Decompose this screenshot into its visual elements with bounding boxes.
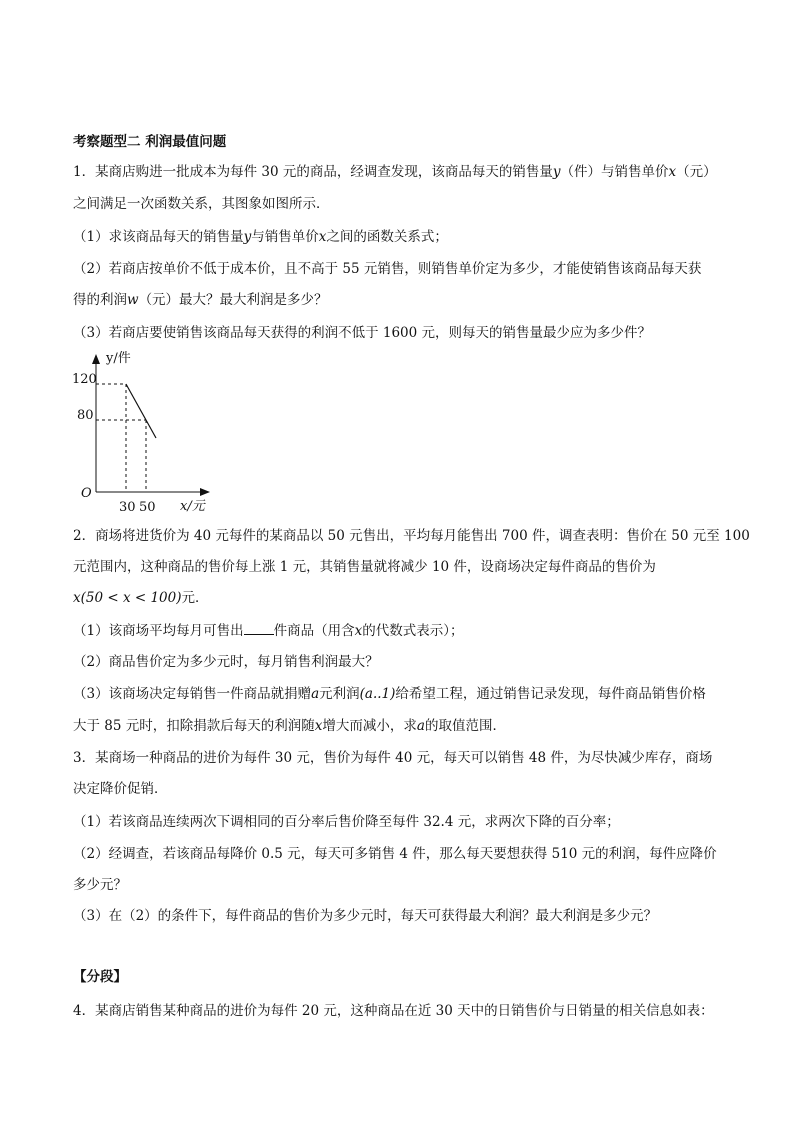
y-tick-label: 120 [72, 372, 97, 387]
q2-line2: 元范围内，这种商品的售价每上涨 1 元，其销售量就将减少 10 件，设商场决定每件商品的售价为 [73, 559, 656, 575]
q1-line2: 之间满足一次函数关系，其图象如图所示． [73, 196, 330, 212]
q2-line1: 2．商场将进货价为 40 元每件的某商品以 50 元售出，平均每月能售出 700 件，调查表明：售价在 50 元至 100 [73, 528, 750, 544]
q3-line2: 决定降价促销． [73, 781, 168, 797]
q3-part1: （1）若该商品连续两次下调相同的百分率后售价降至每件 32.4 元，求两次下降的百分率； [73, 814, 620, 830]
x-axis-label: x/元 [180, 499, 205, 514]
line-graph [70, 348, 220, 518]
x-axis-arrow [200, 488, 210, 496]
q4-line1: 4．某商店销售某种商品的进价为每件 20 元，这种商品在近 30 天中的日销售价与日销量的相关信息如表： [73, 1003, 714, 1019]
y-tick-label: 80 [77, 408, 94, 423]
q2-part3-line1: （3）该商场决定每销售一件商品就捐赠a元利润(a..1)给希望工程，通过销售记录发现，每件商品销售价格 [73, 686, 706, 702]
q2-part1: （1）该商场平均每月可售出 件商品（用含x的代数式表示）； [73, 620, 463, 641]
x-tick-label: 30 [119, 500, 136, 515]
origin-label: O [81, 486, 92, 501]
q2-line3: x(50 < x < 100)元． [73, 590, 209, 606]
function-line [126, 384, 156, 438]
y-axis-arrow [92, 354, 100, 364]
q1-part1: （1）求该商品每天的销售量y与销售单价x之间的函数关系式； [73, 229, 448, 245]
q1-part2-line2: 得的利润w（元）最大？最大利润是多少？ [73, 292, 328, 308]
q1-part3: （3）若商店要使销售该商品每天获得的利润不低于 1600 元，则每天的销售量最少应为多少件？ [73, 325, 652, 341]
q2-part3-line2: 大于 85 元时，扣除捐款后每天的利润随x增大而减小，求a的取值范围． [73, 718, 506, 734]
answer-blank [244, 620, 274, 635]
q3-part2-line1: （2）经调查，若该商品每降价 0.5 元，每天可多销售 4 件，那么每天要想获得 510 元的利润，每件应降价 [73, 846, 717, 862]
q3-part2-line2: 多少元？ [73, 877, 127, 893]
x-tick-label: 50 [139, 500, 156, 515]
q1-part2-line1: （2）若商店按单价不低于成本价，且不高于 55 元销售，则销售单价定为多少，才能使销售该商品每天获 [73, 261, 702, 277]
y-axis-label: y/件 [106, 351, 131, 366]
section-break: 【分段】 [73, 969, 127, 985]
q2-part2: （2）商品售价定为多少元时，每月销售利润最大？ [73, 654, 379, 670]
section-title: 考察题型二 利润最值问题 [73, 134, 227, 150]
q3-line1: 3．某商场一种商品的进价为每件 30 元，售价为每件 40 元，每天可以销售 48 件，为尽快减少库存，商场 [73, 750, 713, 766]
q3-part3: （3）在（2）的条件下，每件商品的售价为多少元时，每天可获得最大利润？最大利润是多少元？ [73, 908, 658, 924]
q1-line1: 1．某商店购进一批成本为每件 30 元的商品，经调查发现，该商品每天的销售量y（件）与销售单价x（元） [73, 164, 717, 180]
